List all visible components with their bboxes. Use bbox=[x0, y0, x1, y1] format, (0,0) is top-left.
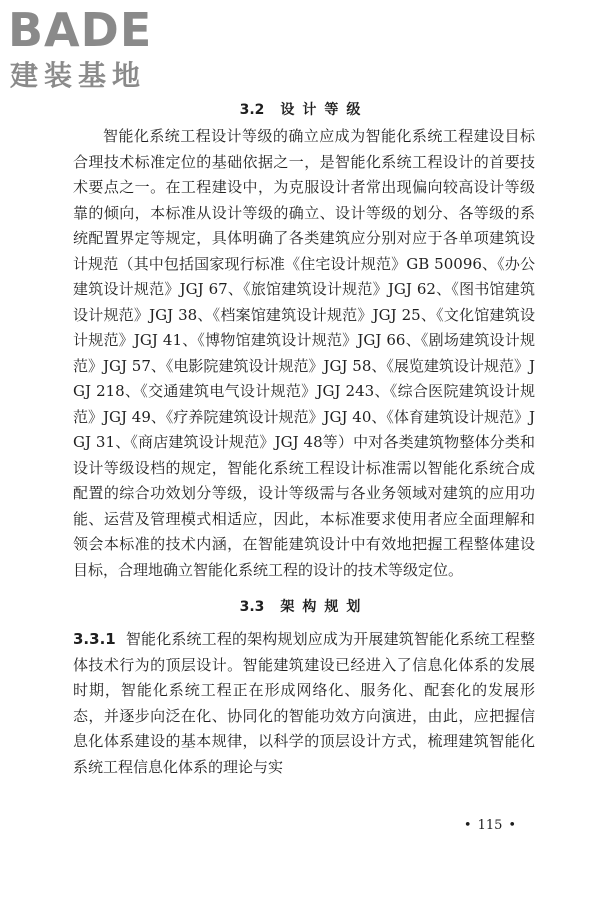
section-title: 设计等级 bbox=[280, 102, 369, 118]
page-content bbox=[73, 96, 535, 780]
section-number: 3.3 bbox=[239, 599, 265, 615]
clause-3-3-1 bbox=[73, 627, 535, 780]
page-number: • 115 • bbox=[463, 818, 517, 833]
section-heading-3-3 bbox=[73, 593, 535, 621]
clause-text: 智能化系统工程的架构规划应成为开展建筑智能化系统工程整体技术行为的顶层设计。智能建筑建设已经进入了信息化体系的发展时期，智能化系统工程正在形成网络化、服务化、配套化的发展形态，并逐步向泛在化、协同化的智能功效方向演进，由此，应把握信息化体系建设的基本规律，以科学的顶层设计方式，梳理建筑智能化系统工程信息化体系的理论与实 bbox=[73, 630, 535, 776]
watermark-subtitle: 建装基地 bbox=[10, 59, 147, 92]
page-number-value: 115 bbox=[477, 818, 503, 833]
section-number: 3.2 bbox=[239, 102, 265, 118]
section-heading-3-2 bbox=[73, 96, 535, 124]
clause-number: 3.3.1 bbox=[73, 630, 116, 648]
section-3-2-paragraph: 智能化系统工程设计等级的确立应成为智能化系统工程建设目标合理技术标准定位的基础依据之一，是智能化系统工程设计的首要技术要点之一。在工程建设中，为克服设计者常出现偏向较高设计等级靠的倾向，本标准从设计等级的确立、设计等级的划分、各等级的系统配置界定等规定，具体明确了各类建筑应分别对应于各单项建筑设计规范（其中包括国家现行标准《住宅设计规范》GB 50096、《办公建筑设计规范》JGJ 67、《旅馆建筑设计规范》JGJ 62、《图书馆建筑设计规范》JGJ 38、《档案馆建筑设计规范》JGJ 25、《文化馆建筑设计规范》JGJ 41、《博物馆建筑设计规范》JGJ 66、《剧场建筑设计规范》JGJ 57、《电影院建筑设计规范》JGJ 58、《展览建筑设计规范》JGJ 218、《交通建筑电气设计规范》JGJ 243、《综合医院建筑设计规范》JGJ 49、《疗养院建筑设计规范》JGJ 40、《体育建筑设计规范》JGJ 31、《商店建筑设计规范》JGJ 48等）中对各类建筑物整体分类和设计等级设档的规定，智能化系统工程设计标准需以智能化系统合成配置的综合功效划分等级，设计等级需与各业务领域对建筑的应用功能、运营及管理模式相适应，因此，本标准要求使用者应全面理解和领会本标准的技术内涵，在智能建筑设计中有效地把握工程整体建设目标，合理地确立智能化系统工程的设计的技术等级定位。 bbox=[73, 127, 535, 579]
watermark-logo bbox=[8, 3, 178, 96]
watermark-brand: BADE bbox=[8, 3, 153, 57]
section-title: 架构规划 bbox=[280, 599, 369, 615]
